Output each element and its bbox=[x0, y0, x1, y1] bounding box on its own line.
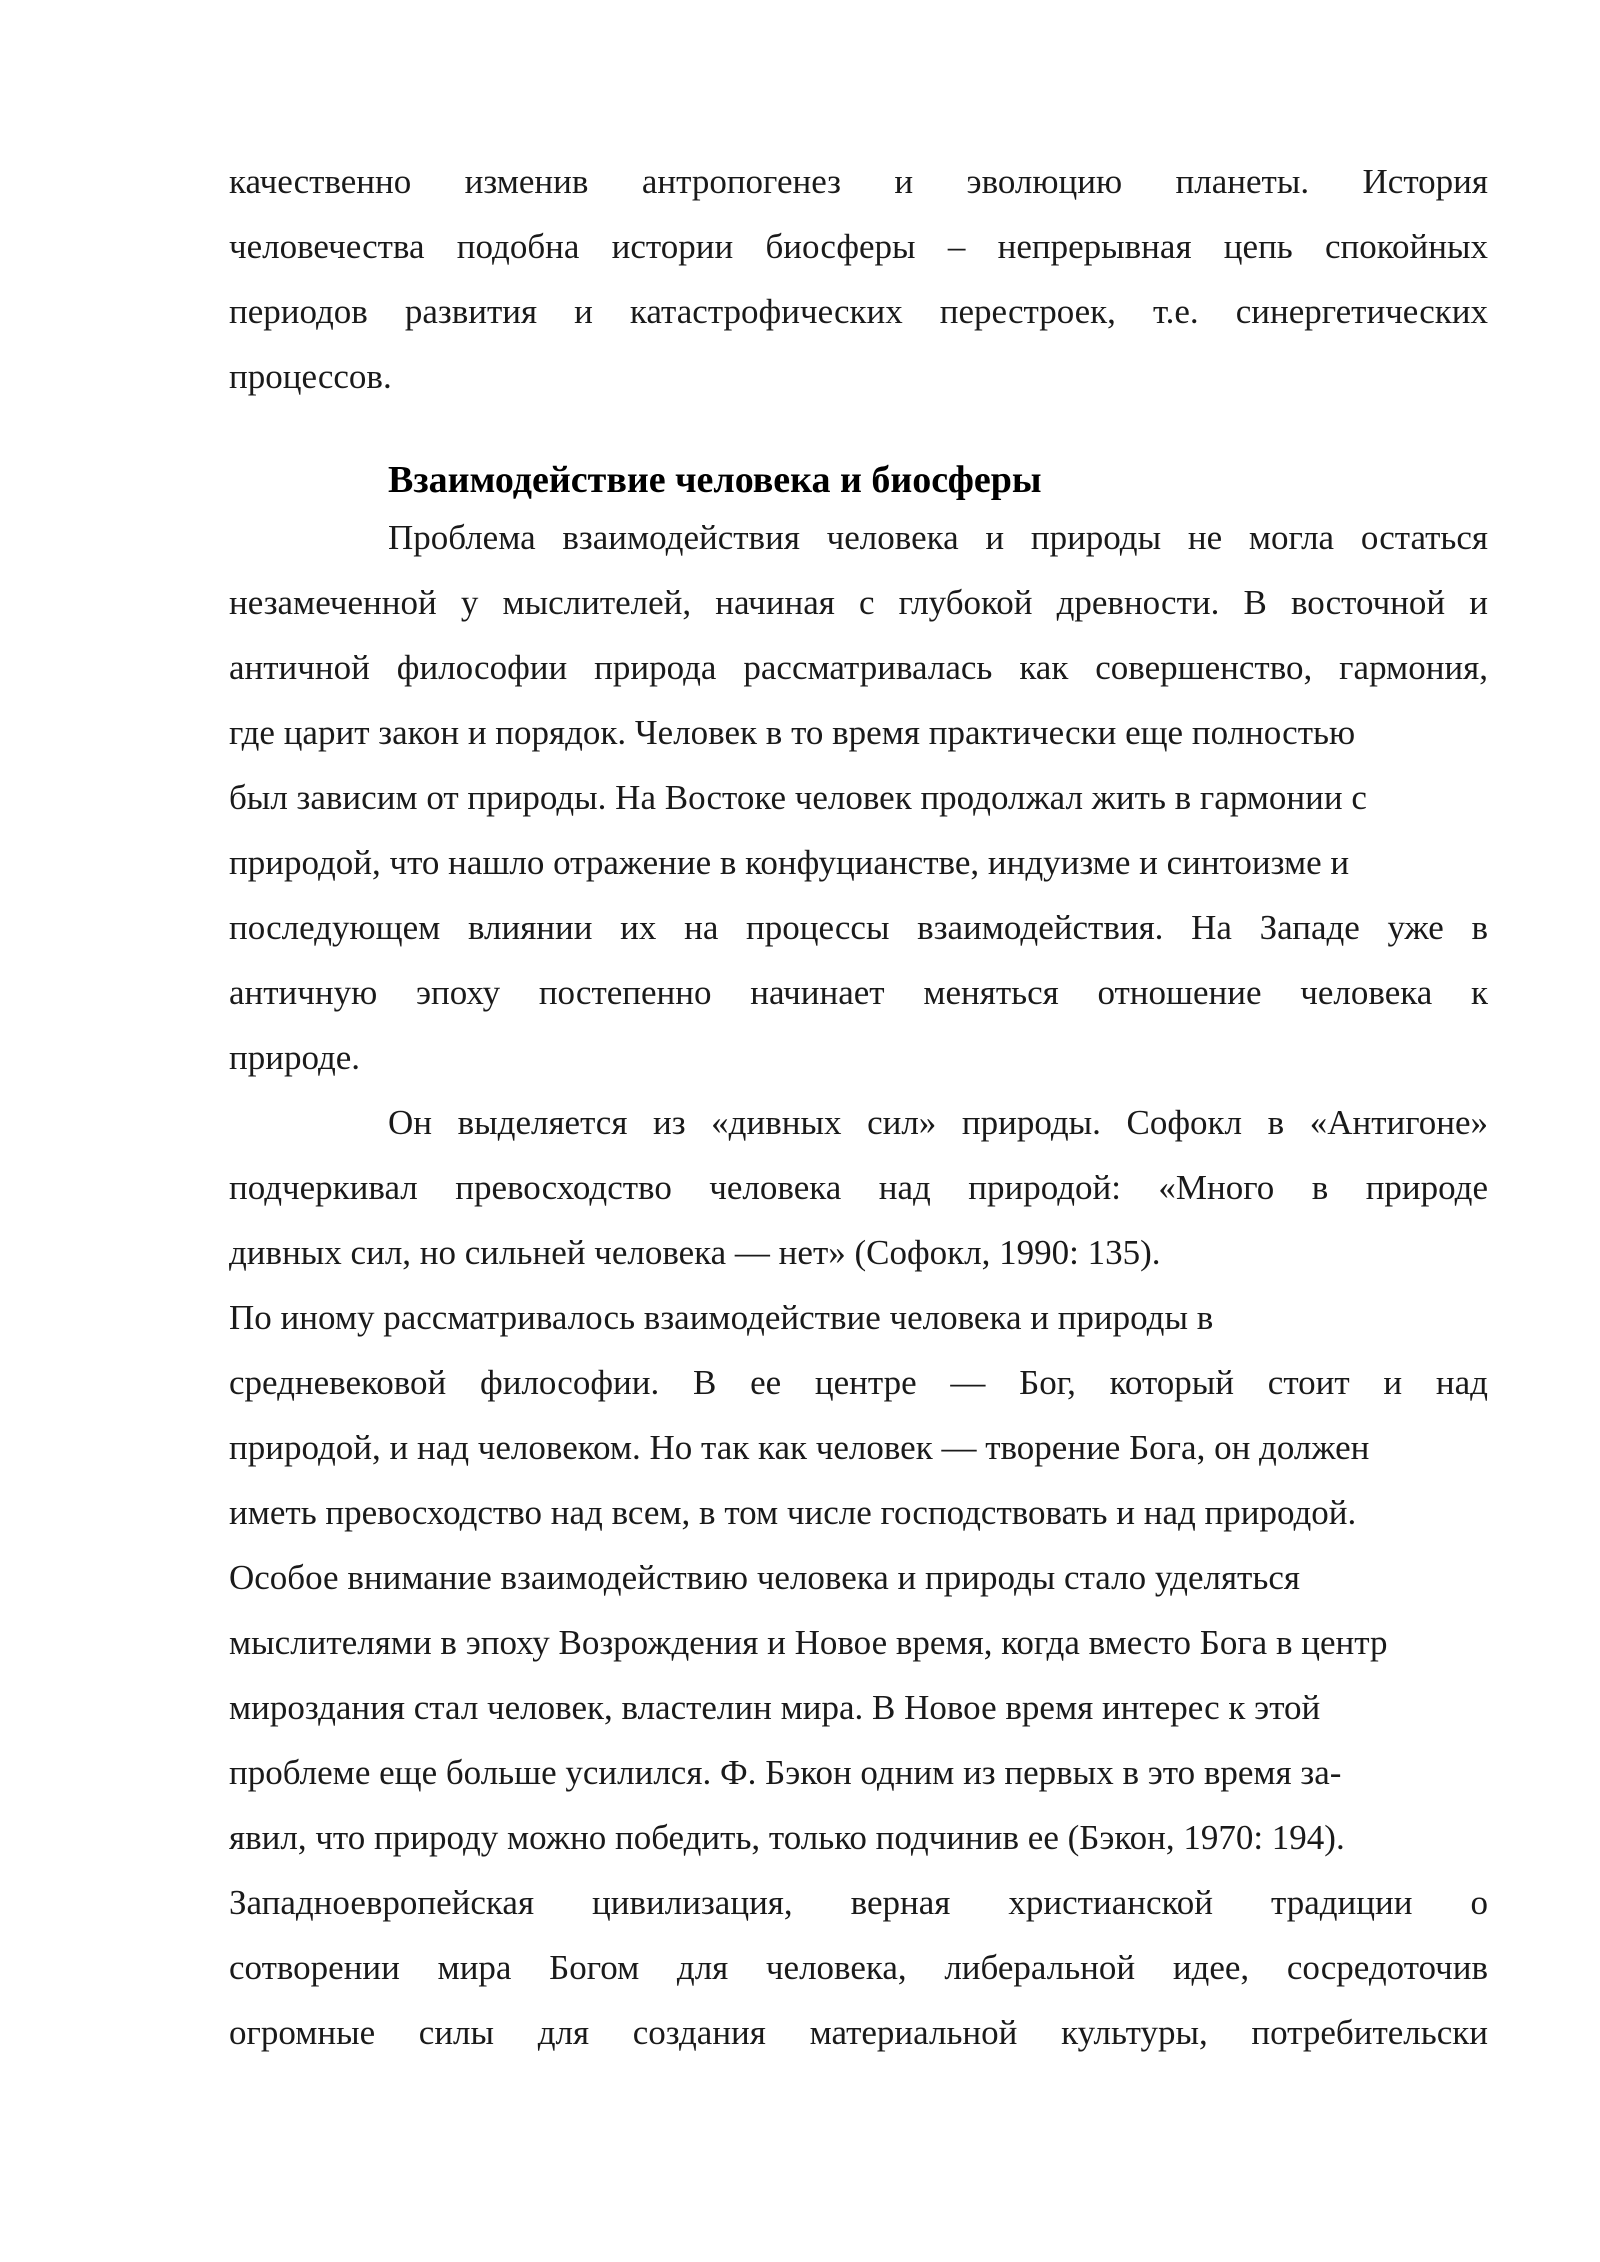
text-line: природой, и над человеком. Но так как человек — творение Бога, он должен bbox=[229, 1428, 1370, 1467]
text-line: огромные силы для создания материальной культуры, потребительски bbox=[229, 2013, 1488, 2052]
text-line: незамеченной у мыслителей, начиная с глубокой древности. В восточной и bbox=[229, 583, 1488, 622]
text-line: средневековой философии. В ее центре — Бог, который стоит и над bbox=[229, 1363, 1488, 1402]
text-line: где царит закон и порядок. Человек в то время практически еще полностью bbox=[229, 713, 1356, 752]
text-line: Он выделяется из «дивных сил» природы. Софокл в «Антигоне» bbox=[388, 1103, 1488, 1142]
section-heading: Взаимодействие человека и биосферы bbox=[388, 459, 1042, 501]
text-line: античной философии природа рассматривалась как совершенство, гармония, bbox=[229, 648, 1488, 687]
text-line: мыслителями в эпоху Возрождения и Новое время, когда вместо Бога в центр bbox=[229, 1623, 1388, 1662]
text-line: По иному рассматривалось взаимодействие человека и природы в bbox=[229, 1298, 1214, 1337]
text-line: человечества подобна истории биосферы – непрерывная цепь спокойных bbox=[229, 227, 1488, 266]
text-line: Проблема взаимодействия человека и природы не могла остаться bbox=[388, 518, 1488, 557]
text-line: дивных сил, но сильней человека — нет» (Софокл, 1990: 135). bbox=[229, 1233, 1161, 1272]
text-line: периодов развития и катастрофических перестроек, т.е. синергетических bbox=[229, 292, 1488, 331]
text-line: был зависим от природы. На Востоке человек продолжал жить в гармонии с bbox=[229, 778, 1367, 817]
text-line: последующем влиянии их на процессы взаимодействия. На Западе уже в bbox=[229, 908, 1488, 947]
text-line: явил, что природу можно победить, только подчинив ее (Бэкон, 1970: 194). bbox=[229, 1818, 1345, 1857]
text-line: иметь превосходство над всем, в том числе господствовать и над природой. bbox=[229, 1493, 1357, 1532]
text-line: Западноевропейская цивилизация, верная христианской традиции о bbox=[229, 1883, 1488, 1922]
text-line: природой, что нашло отражение в конфуцианстве, индуизме и синтоизме и bbox=[229, 843, 1350, 882]
text-line: качественно изменив антропогенез и эволюцию планеты. История bbox=[229, 162, 1488, 201]
text-line: античную эпоху постепенно начинает меняться отношение человека к bbox=[229, 973, 1488, 1012]
text-line: проблеме еще больше усилился. Ф. Бэкон одним из первых в это время за- bbox=[229, 1753, 1342, 1792]
text-line: подчеркивал превосходство человека над природой: «Много в природе bbox=[229, 1168, 1488, 1207]
text-line: процессов. bbox=[229, 357, 392, 396]
text-line: сотворении мира Богом для человека, либеральной идее, сосредоточив bbox=[229, 1948, 1488, 1987]
text-line: Особое внимание взаимодействию человека и природы стало уделяться bbox=[229, 1558, 1300, 1597]
text-line: мироздания стал человек, властелин мира. В Новое время интерес к этой bbox=[229, 1688, 1321, 1727]
document-body bbox=[229, 149, 1488, 2065]
spacer bbox=[229, 409, 1488, 455]
text-line: природе. bbox=[229, 1038, 361, 1077]
